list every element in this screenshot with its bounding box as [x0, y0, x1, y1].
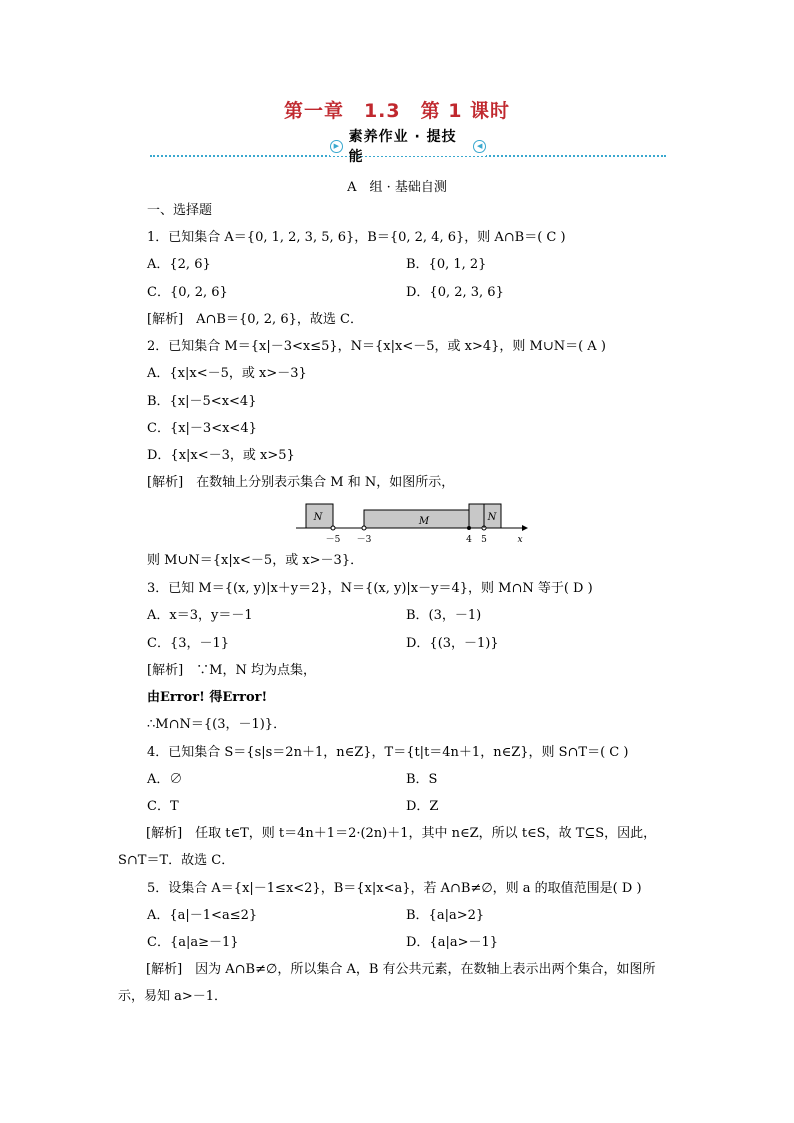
q1-stem: 1．已知集合 A＝{0, 1, 2, 3, 5, 6}，B＝{0, 2, 4, 6}，则 A∩B＝( C ): [147, 230, 566, 245]
q4-option-b: B．S: [406, 772, 438, 787]
q3-option-a: A．x＝3，y＝－1: [147, 608, 253, 623]
page-title: 第一章 1.3 第 1 课时: [283, 100, 511, 122]
q4-option-a: A．∅: [147, 772, 183, 787]
q2-solution: [解析] 在数轴上分别表示集合 M 和 N，如图所示，: [147, 475, 455, 490]
q1-solution: [解析] A∩B＝{0, 2, 6}，故选 C．: [147, 312, 363, 327]
q5-option-a: A．{a|－1<a≤2}: [147, 908, 258, 923]
group-title: A 组 · 基础自测: [347, 180, 447, 195]
q2-result: 则 M∪N＝{x|x<－5，或 x>－3}．: [147, 553, 364, 568]
q5-option-d: D．{a|a>－1}: [406, 935, 499, 950]
q3-solution-result: ∴M∩N＝{(3，－1)}．: [147, 717, 287, 732]
banner-label: [330, 129, 486, 165]
q1-option-d: D．{0, 2, 3, 6}: [406, 285, 504, 300]
q3-solution: [解析] ∵M，N 均为点集，: [147, 663, 316, 678]
q5-stem: 5．设集合 A＝{x|－1≤x<2}，B＝{x|x<a}，若 A∩B≠∅，则 a 的取值范围是( D ): [147, 881, 642, 896]
open-point-neg3: [362, 526, 366, 530]
q4-stem: 4．已知集合 S＝{s|s＝2n＋1，n∈Z}，T＝{t|t＝4n＋1，n∈Z}，则 S∩T＝( C ): [147, 745, 629, 760]
label-n-right: N: [487, 512, 497, 523]
set-m-region: [364, 510, 469, 528]
q2-stem: 2．已知集合 M＝{x|－3<x≤5}，N＝{x|x<－5，或 x>4}，则 M∪N＝( A ): [147, 339, 606, 354]
q1-option-c: C．{0, 2, 6}: [147, 285, 228, 300]
q2-option-d: D．{x|x<－3，或 x>5}: [147, 448, 295, 463]
label-n-left: N: [313, 512, 323, 523]
tick-label-5: 5: [481, 535, 487, 545]
section-banner: [150, 129, 666, 165]
label-m: M: [418, 516, 430, 527]
play-right-icon: ▶: [330, 140, 343, 153]
open-point-neg5: [331, 526, 335, 530]
banner-text: 素养作业 · 提技能: [348, 129, 457, 165]
axis-label-x: x: [517, 535, 523, 545]
q1-option-a: A．{2, 6}: [147, 257, 211, 272]
q3-option-b: B．(3，－1): [406, 608, 482, 623]
tick-label-4: 4: [466, 535, 472, 545]
q5-option-c: C．{a|a≥－1}: [147, 935, 239, 950]
q4-solution-text: [解析] 任取 t∈T，则 t＝4n＋1＝2·(2n)＋1，其中 n∈Z，所以 t∈S，故 T⊆S，因此，S∩T＝T．故选 C．: [118, 826, 657, 868]
q3-option-c: C．{3，－1}: [147, 636, 230, 651]
section-heading: 一、选择题: [147, 203, 213, 218]
q4-solution: [118, 820, 678, 874]
q1-option-b: B．{0, 1, 2}: [406, 257, 487, 272]
q3-stem: 3．已知 M＝{(x, y)|x＋y＝2}，N＝{(x, y)|x－y＝4}，则 M∩N 等于( D ): [147, 581, 593, 596]
tick-label-neg5: －5: [325, 535, 341, 545]
axis-arrow: [522, 525, 528, 531]
q5-solution-text: [解析] 因为 A∩B≠∅，所以集合 A，B 有公共元素，在数轴上表示出两个集合，如图所示，易知 a>－1．: [118, 962, 656, 1004]
play-left-icon: ◀: [473, 140, 486, 153]
q3-solution-system: 由Error! 得Error!: [147, 690, 268, 705]
q2-option-c: C．{x|－3<x<4}: [147, 421, 257, 436]
q3-option-d: D．{(3，－1)}: [406, 636, 499, 651]
q4-option-c: C．T: [147, 799, 179, 814]
q4-option-d: D．Z: [406, 799, 439, 814]
q2-option-b: B．{x|－5<x<4}: [147, 394, 257, 409]
q5-option-b: B．{a|a>2}: [406, 908, 485, 923]
q2-option-a: A．{x|x<－5，或 x>－3}: [147, 366, 307, 381]
tick-label-neg3: －3: [356, 535, 372, 545]
closed-point-4: [467, 526, 471, 530]
q5-solution: [118, 956, 678, 1010]
number-line-figure: [296, 500, 528, 546]
